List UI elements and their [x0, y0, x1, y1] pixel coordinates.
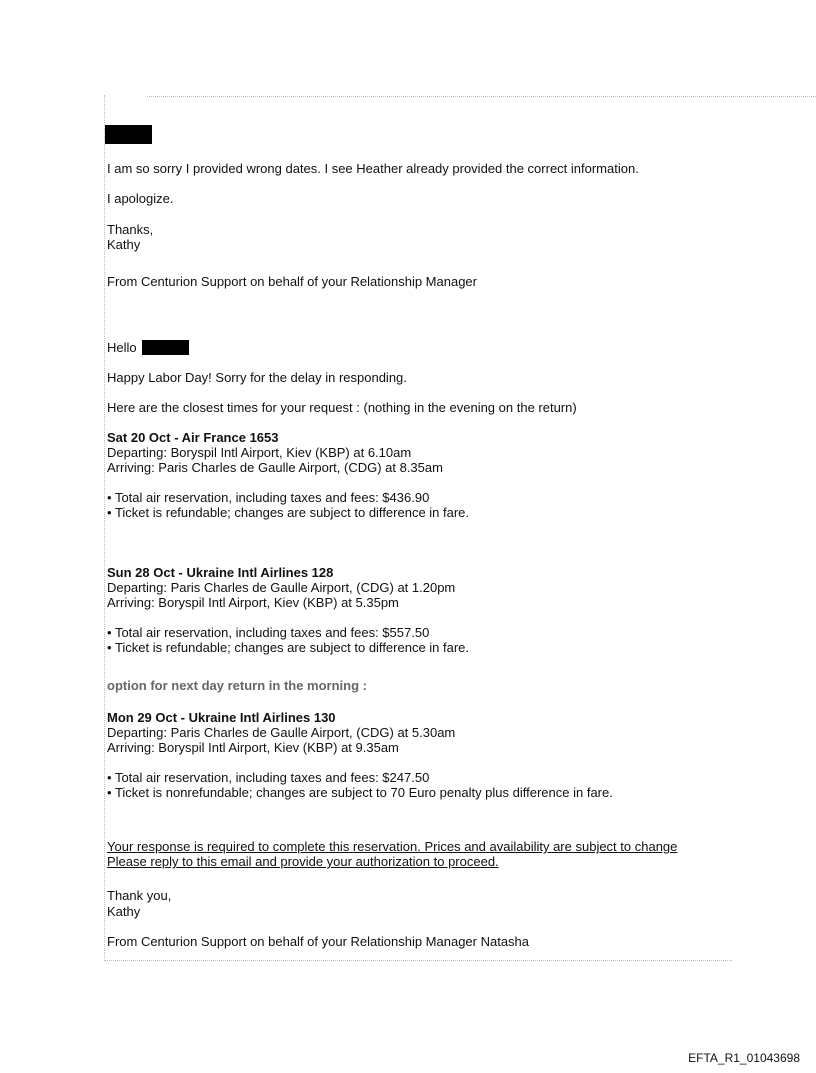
- reply-closing: Thanks,: [107, 222, 154, 237]
- flight-depart: Departing: Boryspil Intl Airport, Kiev (KBP) at 6.10am: [107, 445, 412, 460]
- option-heading: option for next day return in the morning :: [107, 678, 367, 693]
- reply-line: I am so sorry I provided wrong dates. I see Heather already provided the correct information.: [107, 161, 639, 176]
- reply-signature: Kathy: [107, 237, 141, 252]
- flight-depart: Departing: Paris Charles de Gaulle Airport, (CDG) at 1.20pm: [107, 580, 456, 595]
- flight-depart: Departing: Paris Charles de Gaulle Airport, (CDG) at 5.30am: [107, 725, 456, 740]
- notice-line: Please reply to this email and provide your authorization to proceed.: [107, 854, 499, 869]
- intro: Happy Labor Day! Sorry for the delay in responding.: [107, 370, 407, 385]
- flight-bullet: • Ticket is refundable; changes are subject to difference in fare.: [107, 505, 470, 520]
- request-text: Here are the closest times for your request : (nothing in the evening on the return): [107, 400, 577, 415]
- document-id: EFTA_R1_01043698: [688, 1051, 800, 1065]
- greeting: Hello: [107, 340, 137, 355]
- reply-line: I apologize.: [107, 191, 174, 206]
- redacted-name: [142, 340, 189, 355]
- flight-arrive: Arriving: Boryspil Intl Airport, Kiev (KBP) at 5.35pm: [107, 595, 399, 610]
- top-divider: [147, 96, 816, 97]
- notice-line: Your response is required to complete this reservation. Prices and availability are subject to change: [107, 839, 678, 854]
- closing: Thank you,: [107, 888, 172, 903]
- flight-arrive: Arriving: Paris Charles de Gaulle Airport, (CDG) at 8.35am: [107, 460, 443, 475]
- reply-from: From Centurion Support on behalf of your Relationship Manager: [107, 274, 477, 289]
- flight-bullet: • Total air reservation, including taxes and fees: $436.90: [107, 490, 430, 505]
- flight-bullet: • Total air reservation, including taxes and fees: $557.50: [107, 625, 430, 640]
- flight-title: Sat 20 Oct - Air France 1653: [107, 430, 279, 445]
- flight-arrive: Arriving: Boryspil Intl Airport, Kiev (KBP) at 9.35am: [107, 740, 399, 755]
- flight-title: Mon 29 Oct - Ukraine Intl Airlines 130: [107, 710, 336, 725]
- flight-title: Sun 28 Oct - Ukraine Intl Airlines 128: [107, 565, 334, 580]
- signature: Kathy: [107, 904, 141, 919]
- quote-border: [104, 95, 105, 961]
- flight-bullet: • Total air reservation, including taxes and fees: $247.50: [107, 770, 430, 785]
- from-line: From Centurion Support on behalf of your Relationship Manager Natasha: [107, 934, 530, 949]
- flight-bullet: • Ticket is nonrefundable; changes are subject to 70 Euro penalty plus difference in fare.: [107, 785, 613, 800]
- flight-bullet: • Ticket is refundable; changes are subject to difference in fare.: [107, 640, 470, 655]
- bottom-divider: [104, 960, 732, 961]
- redacted-name: [105, 125, 152, 144]
